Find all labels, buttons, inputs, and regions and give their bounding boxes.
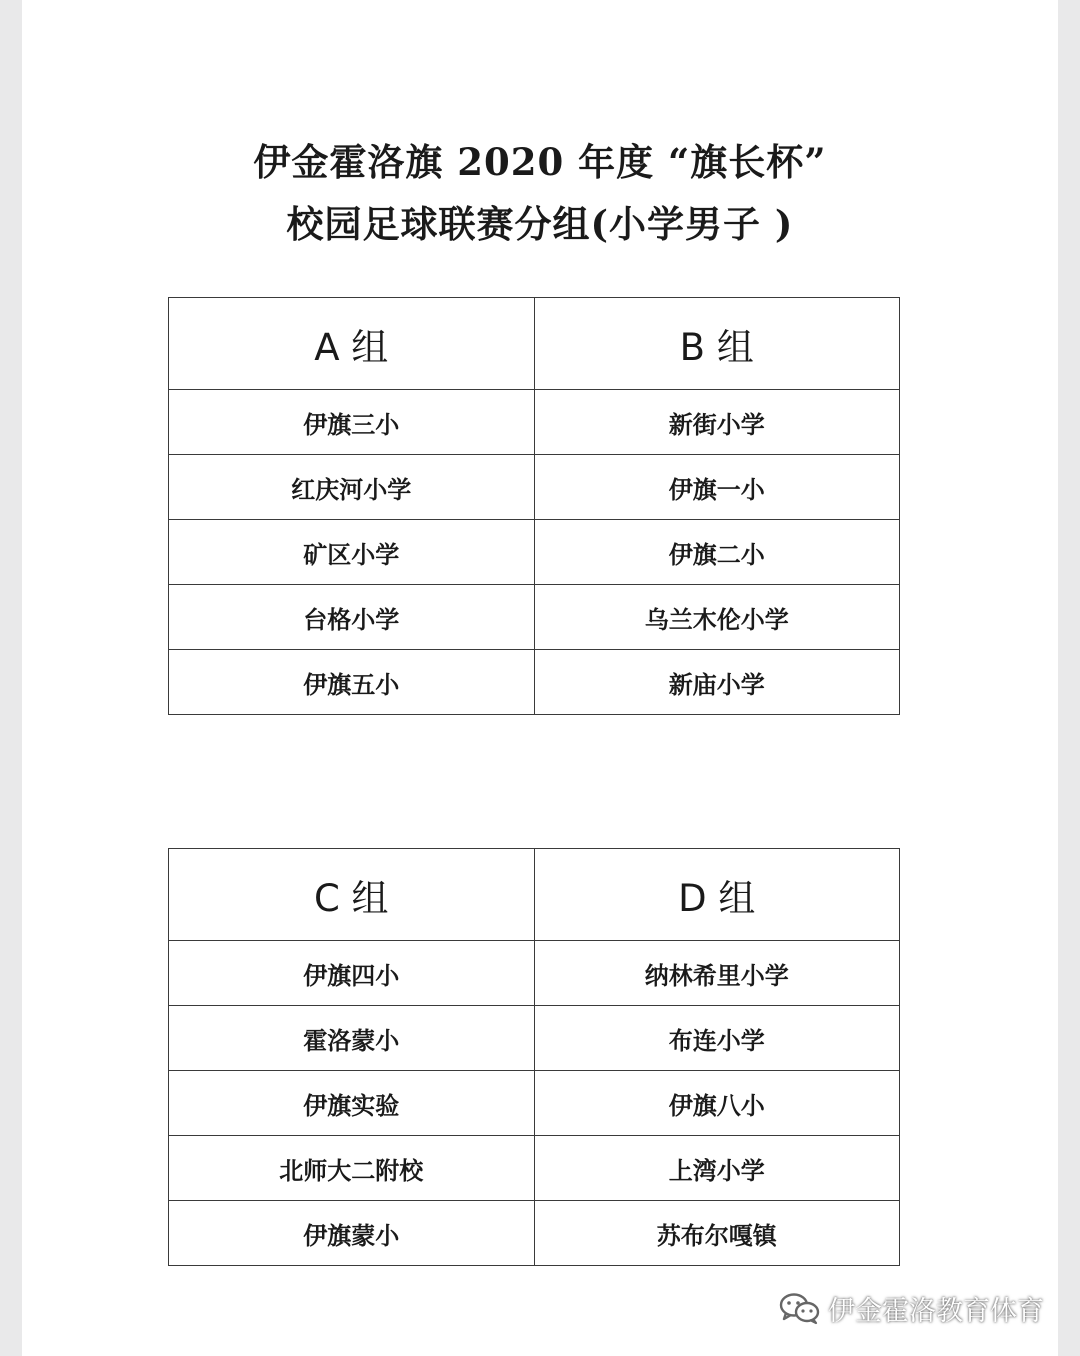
group-table-ab bbox=[168, 297, 900, 715]
group-a-team: 台格小学 bbox=[169, 585, 535, 650]
table-row bbox=[169, 650, 900, 715]
group-c-team: 伊旗实验 bbox=[169, 1071, 535, 1136]
watermark-text: 伊金霍洛教育体育 bbox=[828, 1295, 1044, 1327]
table-row bbox=[169, 520, 900, 585]
group-b-team: 乌兰木伦小学 bbox=[534, 585, 900, 650]
group-d-team: 上湾小学 bbox=[534, 1136, 900, 1201]
document-title-line-1: 伊金霍洛旗 2020 年度 “旗长杯” bbox=[253, 140, 827, 184]
group-a-header: A 组 bbox=[169, 298, 535, 390]
table-row bbox=[169, 455, 900, 520]
group-b-team: 新庙小学 bbox=[534, 650, 900, 715]
group-c-team: 霍洛蒙小 bbox=[169, 1006, 535, 1071]
table-header-row bbox=[169, 298, 900, 390]
table-row bbox=[169, 585, 900, 650]
group-a-team: 伊旗三小 bbox=[169, 390, 535, 455]
table-row bbox=[169, 1201, 900, 1266]
group-d-header: D 组 bbox=[534, 849, 900, 941]
table-row bbox=[169, 1136, 900, 1201]
group-d-team: 纳林希里小学 bbox=[534, 941, 900, 1006]
group-a-team: 红庆河小学 bbox=[169, 455, 535, 520]
table-header-row bbox=[169, 849, 900, 941]
table-row bbox=[169, 390, 900, 455]
group-c-team: 北师大二附校 bbox=[169, 1136, 535, 1201]
wechat-icon bbox=[778, 1291, 822, 1325]
group-a-team: 伊旗五小 bbox=[169, 650, 535, 715]
group-a-team: 矿区小学 bbox=[169, 520, 535, 585]
watermark bbox=[778, 1290, 1044, 1326]
group-c-header: C 组 bbox=[169, 849, 535, 941]
group-c-team: 伊旗四小 bbox=[169, 941, 535, 1006]
group-table-cd bbox=[168, 848, 900, 1266]
group-d-team: 苏布尔嘎镇 bbox=[534, 1201, 900, 1266]
group-d-team: 布连小学 bbox=[534, 1006, 900, 1071]
group-b-team: 伊旗一小 bbox=[534, 455, 900, 520]
table-row bbox=[169, 941, 900, 1006]
document-title-line-2: 校园足球联赛分组(小学男子 ) bbox=[286, 202, 794, 246]
group-c-team: 伊旗蒙小 bbox=[169, 1201, 535, 1266]
group-b-header: B 组 bbox=[534, 298, 900, 390]
group-d-team: 伊旗八小 bbox=[534, 1071, 900, 1136]
group-b-team: 伊旗二小 bbox=[534, 520, 900, 585]
table-row bbox=[169, 1071, 900, 1136]
group-b-team: 新街小学 bbox=[534, 390, 900, 455]
table-row bbox=[169, 1006, 900, 1071]
